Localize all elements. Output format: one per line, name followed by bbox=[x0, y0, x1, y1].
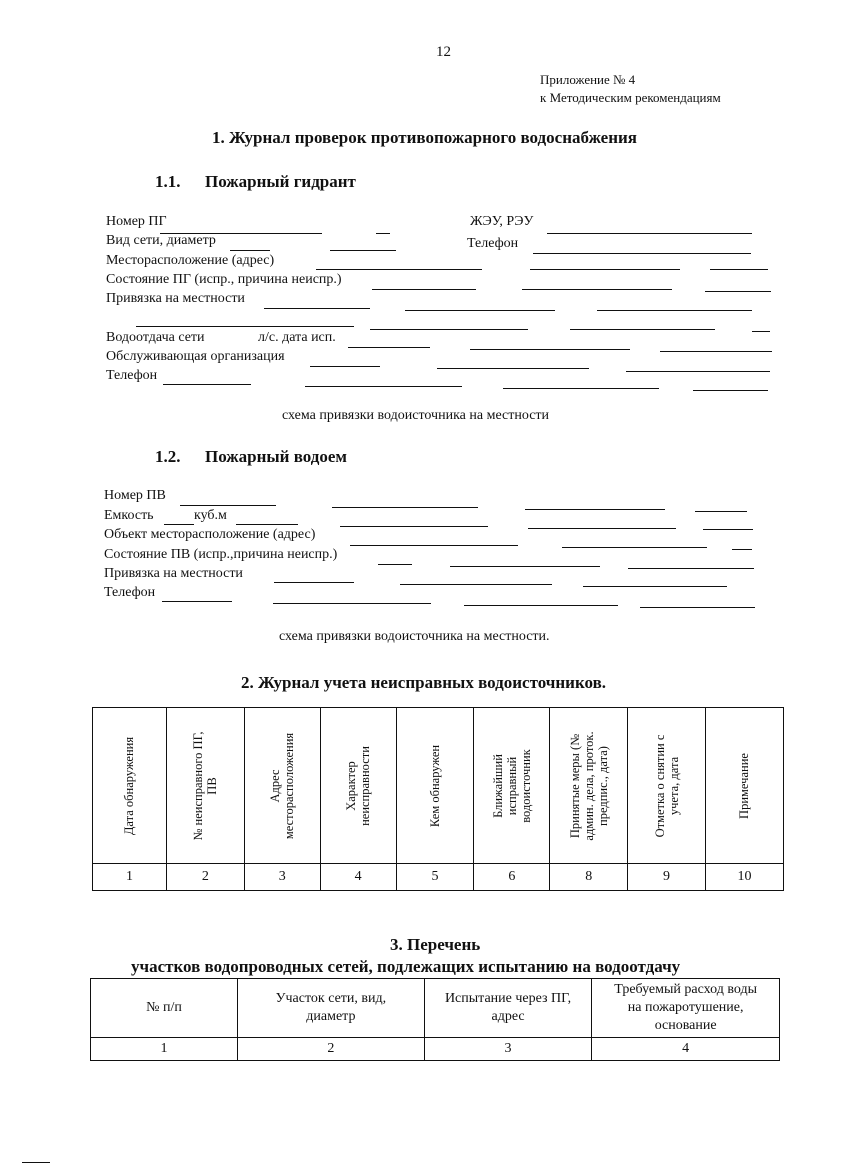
reservoir-capacity-label: Емкость bbox=[104, 508, 154, 523]
hydrant-state-line-3[interactable] bbox=[705, 291, 771, 292]
hydrant-water-output-line[interactable] bbox=[348, 347, 430, 348]
pipeline-col-number: 4 bbox=[592, 1038, 780, 1061]
hydrant-phone-line-4[interactable] bbox=[693, 390, 768, 391]
faulty-col-header bbox=[474, 708, 550, 864]
faulty-col-header bbox=[93, 708, 167, 864]
faulty-col-header bbox=[705, 708, 783, 864]
pipeline-col-header: Участок сети, вид, диаметр bbox=[237, 979, 424, 1038]
hydrant-location-line[interactable] bbox=[316, 269, 482, 270]
hydrant-heading-number: 1.1. bbox=[155, 172, 181, 191]
reservoir-binding-line[interactable] bbox=[274, 582, 354, 583]
hydrant-state-line-2[interactable] bbox=[522, 289, 672, 290]
hydrant-service-org-line-2[interactable] bbox=[437, 368, 589, 369]
faulty-col-number: 8 bbox=[550, 864, 628, 891]
hydrant-water-output-line-2[interactable] bbox=[470, 349, 630, 350]
hydrant-binding-line-7[interactable] bbox=[752, 331, 770, 332]
faulty-col-header-text: Ближайший исправный водоисточник bbox=[490, 748, 533, 823]
pipeline-col-number: 1 bbox=[91, 1038, 238, 1061]
hydrant-network-line-2[interactable] bbox=[330, 250, 396, 251]
faulty-col-number: 9 bbox=[628, 864, 706, 891]
reservoir-state-label: Состояние ПВ (испр.,причина неиспр.) bbox=[104, 547, 338, 562]
pipeline-table-number-row bbox=[91, 1038, 780, 1061]
faulty-col-header bbox=[166, 708, 244, 864]
reservoir-number-line[interactable] bbox=[180, 505, 276, 506]
hydrant-water-output-label-2: л/с. дата исп. bbox=[258, 330, 336, 345]
hydrant-network-line[interactable] bbox=[230, 250, 270, 251]
hydrant-binding-line-6[interactable] bbox=[570, 329, 715, 330]
faulty-table-number-row bbox=[93, 864, 784, 891]
reservoir-heading-number: 1.2. bbox=[155, 447, 181, 466]
pipeline-col-number: 3 bbox=[424, 1038, 591, 1061]
faulty-col-header-text: Принятые меры (№ админ. дела, проток. предпис., дата) bbox=[567, 730, 610, 841]
reservoir-number-line-3[interactable] bbox=[525, 509, 665, 510]
faulty-col-number: 4 bbox=[320, 864, 396, 891]
reservoir-object-label: Объект месторасположение (адрес) bbox=[104, 527, 316, 542]
pipeline-col-number: 2 bbox=[237, 1038, 424, 1061]
section-2-title: 2. Журнал учета неисправных водоисточников. bbox=[241, 673, 607, 692]
section-3-subtitle: участков водопроводных сетей, подлежащих испытанию на водоотдачу bbox=[131, 957, 681, 976]
faulty-col-header bbox=[550, 708, 628, 864]
faulty-col-header bbox=[396, 708, 474, 864]
reservoir-phone-line-2[interactable] bbox=[273, 603, 431, 604]
hydrant-binding-line[interactable] bbox=[264, 308, 370, 309]
reservoir-binding-label: Привязка на местности bbox=[104, 566, 243, 581]
reservoir-object-line[interactable] bbox=[350, 545, 518, 546]
hydrant-phone-line-3[interactable] bbox=[503, 388, 659, 389]
faulty-table-header-row bbox=[93, 708, 784, 864]
hydrant-service-org-line-3[interactable] bbox=[626, 371, 770, 372]
hydrant-org-label: ЖЭУ, РЭУ bbox=[470, 214, 534, 229]
hydrant-phone-top-line[interactable] bbox=[533, 253, 751, 254]
faulty-col-header-text: Примечание bbox=[737, 752, 752, 819]
faulty-col-number: 10 bbox=[705, 864, 783, 891]
hydrant-binding-line-2[interactable] bbox=[405, 310, 555, 311]
faulty-col-number: 2 bbox=[166, 864, 244, 891]
hydrant-number-label: Номер ПГ bbox=[106, 214, 167, 229]
hydrant-water-output-label: Водоотдача сети bbox=[106, 330, 205, 345]
hydrant-org-line[interactable] bbox=[547, 233, 752, 234]
pipeline-col-header: Испытание через ПГ, адрес bbox=[424, 979, 591, 1038]
hydrant-binding-line-3[interactable] bbox=[597, 310, 752, 311]
hydrant-phone-label: Телефон bbox=[106, 368, 158, 383]
hydrant-binding-line-5[interactable] bbox=[370, 329, 528, 330]
reservoir-state-line-3[interactable] bbox=[628, 568, 754, 569]
reservoir-phone-label: Телефон bbox=[104, 585, 156, 600]
reservoir-capacity-line-5[interactable] bbox=[703, 529, 753, 530]
hydrant-location-line-3[interactable] bbox=[710, 269, 768, 270]
reservoir-state-line[interactable] bbox=[378, 564, 412, 565]
reservoir-scheme-caption: схема привязки водоисточника на местности. bbox=[279, 629, 550, 644]
hydrant-location-line-2[interactable] bbox=[530, 269, 680, 270]
pipeline-col-header: № п/п bbox=[91, 979, 238, 1038]
hydrant-heading: Пожарный гидрант bbox=[205, 172, 356, 191]
hydrant-state-line[interactable] bbox=[372, 289, 476, 290]
hydrant-water-output-line-3[interactable] bbox=[660, 351, 772, 352]
faulty-sources-table bbox=[92, 707, 784, 891]
reservoir-number-label: Номер ПВ bbox=[104, 488, 166, 503]
hydrant-number-line-2[interactable] bbox=[376, 233, 390, 234]
faulty-col-header-text: Кем обнаружен bbox=[427, 744, 442, 827]
reservoir-state-line-2[interactable] bbox=[450, 566, 600, 567]
hydrant-location-label: Месторасположение (адрес) bbox=[106, 253, 275, 268]
appendix-line-1: Приложение № 4 bbox=[540, 72, 636, 87]
reservoir-number-line-2[interactable] bbox=[332, 507, 478, 508]
appendix-line-2: к Методическим рекомендациям bbox=[540, 90, 721, 105]
faulty-col-header-text: Адрес месторасположения bbox=[268, 732, 297, 839]
hydrant-phone-line[interactable] bbox=[163, 384, 251, 385]
hydrant-phone-top-label: Телефон bbox=[467, 236, 519, 251]
hydrant-service-org-label: Обслуживающая организация bbox=[106, 349, 285, 364]
section-3-title: 3. Перечень bbox=[390, 935, 481, 954]
pipeline-table-header-row bbox=[91, 979, 780, 1038]
faulty-col-number: 5 bbox=[396, 864, 474, 891]
faulty-col-header-text: Дата обнаружения bbox=[122, 736, 137, 835]
pipeline-sections-table bbox=[90, 978, 780, 1061]
reservoir-capacity-line-4[interactable] bbox=[528, 528, 676, 529]
faulty-col-header-text: Характер неисправности bbox=[344, 745, 373, 826]
reservoir-heading: Пожарный водоем bbox=[205, 447, 347, 466]
faulty-col-header bbox=[244, 708, 320, 864]
faulty-col-header bbox=[628, 708, 706, 864]
reservoir-phone-line-4[interactable] bbox=[640, 607, 755, 608]
hydrant-binding-line-4[interactable] bbox=[136, 326, 354, 327]
hydrant-network-label: Вид сети, диаметр bbox=[106, 233, 216, 248]
reservoir-object-line-3[interactable] bbox=[732, 549, 752, 550]
section-1-title: 1. Журнал проверок противопожарного водоснабжения bbox=[212, 128, 638, 147]
reservoir-binding-line-3[interactable] bbox=[583, 586, 727, 587]
faulty-col-header-text: Отметка о снятии с учета, дата bbox=[652, 734, 681, 837]
hydrant-binding-label: Привязка на местности bbox=[106, 291, 245, 306]
faulty-col-header-text: № неисправного ПГ, ПВ bbox=[191, 730, 220, 841]
pipeline-col-header: Требуемый расход воды на пожаротушение, основание bbox=[592, 979, 780, 1038]
page-number: 12 bbox=[436, 44, 451, 60]
hydrant-state-label: Состояние ПГ (испр., причина неиспр.) bbox=[106, 272, 342, 287]
scan-edge-mark bbox=[22, 1162, 50, 1163]
reservoir-capacity-line-2[interactable] bbox=[236, 524, 298, 525]
faulty-col-number: 6 bbox=[474, 864, 550, 891]
reservoir-capacity-line[interactable] bbox=[164, 524, 194, 525]
faulty-col-number: 3 bbox=[244, 864, 320, 891]
reservoir-phone-line-3[interactable] bbox=[464, 605, 618, 606]
hydrant-scheme-caption: схема привязки водоисточника на местности bbox=[282, 408, 550, 423]
reservoir-number-line-4[interactable] bbox=[695, 511, 747, 512]
hydrant-service-org-line[interactable] bbox=[310, 366, 380, 367]
faulty-col-number: 1 bbox=[93, 864, 167, 891]
reservoir-phone-line[interactable] bbox=[162, 601, 232, 602]
reservoir-capacity-line-3[interactable] bbox=[340, 526, 488, 527]
reservoir-capacity-unit: куб.м bbox=[194, 508, 227, 523]
faulty-col-header bbox=[320, 708, 396, 864]
reservoir-object-line-2[interactable] bbox=[562, 547, 707, 548]
hydrant-phone-line-2[interactable] bbox=[305, 386, 462, 387]
reservoir-binding-line-2[interactable] bbox=[400, 584, 552, 585]
